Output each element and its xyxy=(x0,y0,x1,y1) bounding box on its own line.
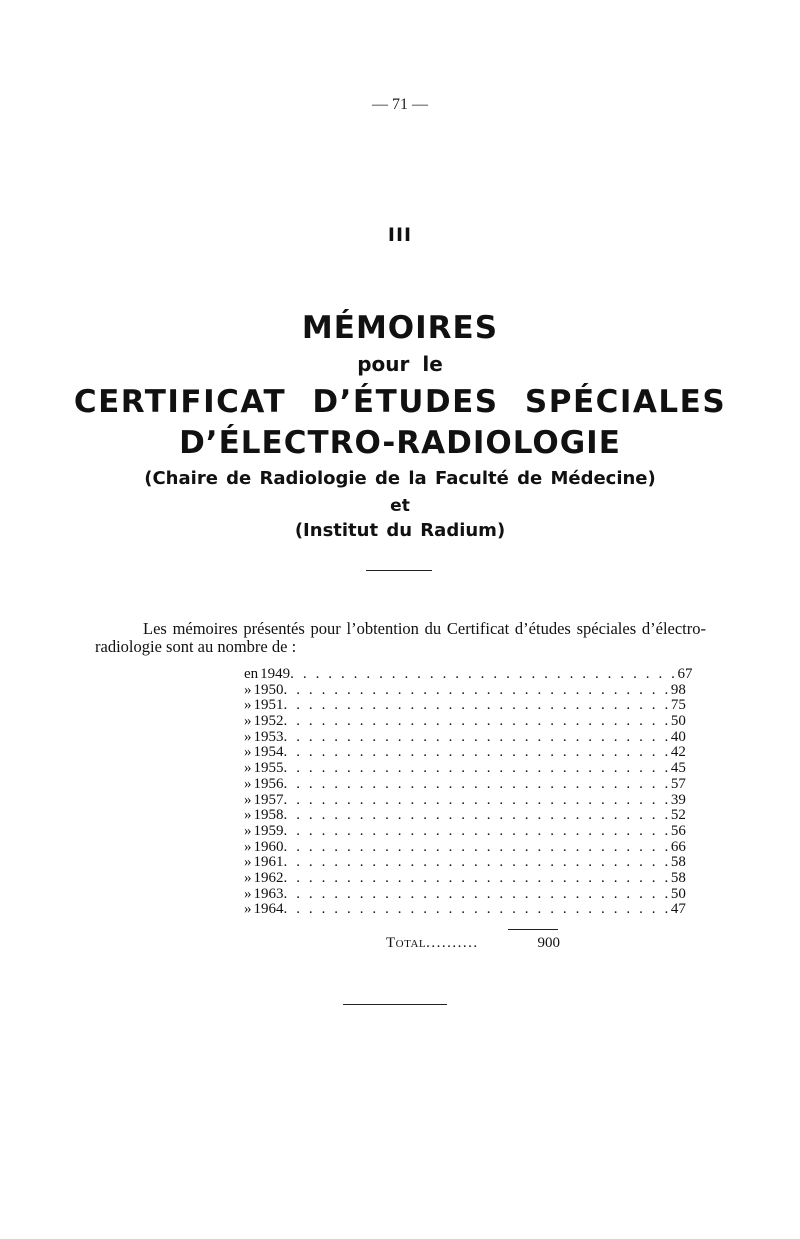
total-label: Total xyxy=(386,935,427,951)
row-leader: . . . . . . . . . . . . . . . . . . . . . . . . . . . . . . . xyxy=(283,822,671,839)
row-prefix: » xyxy=(244,838,252,855)
table-row xyxy=(244,885,686,903)
row-prefix: » xyxy=(244,854,252,871)
row-prefix: en xyxy=(244,666,259,682)
row-prefix: » xyxy=(244,822,252,839)
row-leader: . . . . . . . . . . . . . . . . . . . . . . . . . . . . . . . xyxy=(283,713,671,730)
row-leader: . . . . . . . . . . . . . . . . . . . . . . . . . . . . . . . xyxy=(283,681,671,698)
table-row xyxy=(244,728,686,746)
row-prefix: » xyxy=(244,869,252,886)
subtitle-institut: (Institut du Radium) xyxy=(294,520,506,541)
row-year: 1956 xyxy=(253,775,284,792)
row-count: 67 xyxy=(677,666,693,682)
row-prefix: » xyxy=(244,728,252,745)
row-year: 1949 xyxy=(260,666,291,682)
row-leader: . . . . . . . . . . . . . . . . . . . . . . . . . . . . . . . xyxy=(283,791,671,808)
row-year: 1958 xyxy=(253,807,284,824)
table-row xyxy=(244,869,686,887)
title-certificat: CERTIFICAT D’ÉTUDES SPÉCIALES xyxy=(73,384,727,420)
row-year: 1950 xyxy=(253,681,284,698)
row-prefix: » xyxy=(244,901,252,918)
row-year: 1960 xyxy=(253,838,284,855)
table-row xyxy=(244,744,686,761)
table-row xyxy=(244,681,686,699)
table-row xyxy=(244,838,686,856)
row-year: 1952 xyxy=(253,713,284,730)
row-prefix: » xyxy=(244,697,252,714)
table-row xyxy=(244,791,686,809)
row-year: 1959 xyxy=(253,822,284,839)
row-leader: . . . . . . . . . . . . . . . . . . . . . . . . . . . . . . . xyxy=(290,666,678,682)
row-count: 42 xyxy=(670,744,686,761)
divider-rule-bottom xyxy=(343,1004,447,1005)
row-prefix: » xyxy=(244,807,252,824)
row-prefix: » xyxy=(244,681,252,698)
row-leader: . . . . . . . . . . . . . . . . . . . . . . . . . . . . . . . xyxy=(283,838,671,855)
row-prefix: » xyxy=(244,744,252,761)
row-prefix: » xyxy=(244,713,252,730)
row-count: 66 xyxy=(670,838,686,855)
row-count: 56 xyxy=(670,822,686,839)
row-count: 50 xyxy=(670,713,686,730)
row-year: 1962 xyxy=(253,869,284,886)
row-count: 98 xyxy=(670,681,686,698)
row-year: 1957 xyxy=(253,791,284,808)
row-prefix: » xyxy=(244,775,252,792)
row-count: 58 xyxy=(670,869,686,886)
row-count: 50 xyxy=(670,885,686,902)
row-leader: . . . . . . . . . . . . . . . . . . . . . . . . . . . . . . . xyxy=(283,697,671,714)
row-count: 39 xyxy=(670,791,686,808)
table-row xyxy=(244,713,686,730)
subtitle-chaire: (Chaire de Radiologie de la Faculté de Médecine) xyxy=(144,468,656,489)
row-count: 40 xyxy=(670,728,686,745)
row-leader: . . . . . . . . . . . . . . . . . . . . . . . . . . . . . . . xyxy=(283,744,671,761)
row-year: 1963 xyxy=(253,885,284,902)
row-prefix: » xyxy=(244,791,252,808)
table-row xyxy=(244,666,693,683)
intro-paragraph: Les mémoires présentés pour l’obtention du Certificat d’études spéciales d’électro-radiologie sont au nombre de : xyxy=(95,619,706,656)
table-row xyxy=(244,760,686,777)
memoires-count-table xyxy=(244,666,693,918)
row-count: 75 xyxy=(670,697,686,714)
row-leader: . . . . . . . . . . . . . . . . . . . . . . . . . . . . . . . xyxy=(283,775,671,792)
table-row xyxy=(244,822,686,840)
table-row xyxy=(244,775,686,793)
row-count: 58 xyxy=(670,854,686,871)
row-count: 45 xyxy=(670,760,686,777)
title-memoires: MÉMOIRES xyxy=(301,310,499,346)
title-pour-le: pour le xyxy=(357,352,443,376)
row-year: 1955 xyxy=(253,760,284,777)
table-row xyxy=(244,854,686,871)
row-count: 57 xyxy=(670,775,686,792)
row-leader: . . . . . . . . . . . . . . . . . . . . . . . . . . . . . . . xyxy=(283,901,671,918)
section-numeral: III xyxy=(387,224,413,246)
total-leader: .......... xyxy=(426,935,479,951)
row-leader: . . . . . . . . . . . . . . . . . . . . . . . . . . . . . . . xyxy=(283,854,671,871)
subtitle-et: et xyxy=(390,496,410,516)
table-row xyxy=(244,901,686,918)
row-year: 1961 xyxy=(253,854,284,871)
table-row xyxy=(244,807,686,824)
row-year: 1951 xyxy=(253,697,284,714)
row-year: 1964 xyxy=(253,901,284,918)
row-year: 1953 xyxy=(253,728,284,745)
row-prefix: » xyxy=(244,885,252,902)
row-prefix: » xyxy=(244,760,252,777)
row-count: 52 xyxy=(670,807,686,824)
total-row xyxy=(386,935,560,952)
table-row xyxy=(244,697,686,714)
total-rule xyxy=(508,929,558,930)
divider-rule-top xyxy=(366,570,432,571)
row-leader: . . . . . . . . . . . . . . . . . . . . . . . . . . . . . . . xyxy=(283,807,671,824)
row-leader: . . . . . . . . . . . . . . . . . . . . . . . . . . . . . . . xyxy=(283,728,671,745)
row-leader: . . . . . . . . . . . . . . . . . . . . . . . . . . . . . . . xyxy=(283,869,671,886)
total-value: 900 xyxy=(537,935,560,951)
row-leader: . . . . . . . . . . . . . . . . . . . . . . . . . . . . . . . xyxy=(283,760,671,777)
row-year: 1954 xyxy=(253,744,284,761)
row-count: 47 xyxy=(670,901,686,918)
row-leader: . . . . . . . . . . . . . . . . . . . . . . . . . . . . . . . xyxy=(283,885,671,902)
title-electro-radiologie: D’ÉLECTRO-RADIOLOGIE xyxy=(179,425,621,461)
page-number: — 71 — xyxy=(372,96,428,113)
